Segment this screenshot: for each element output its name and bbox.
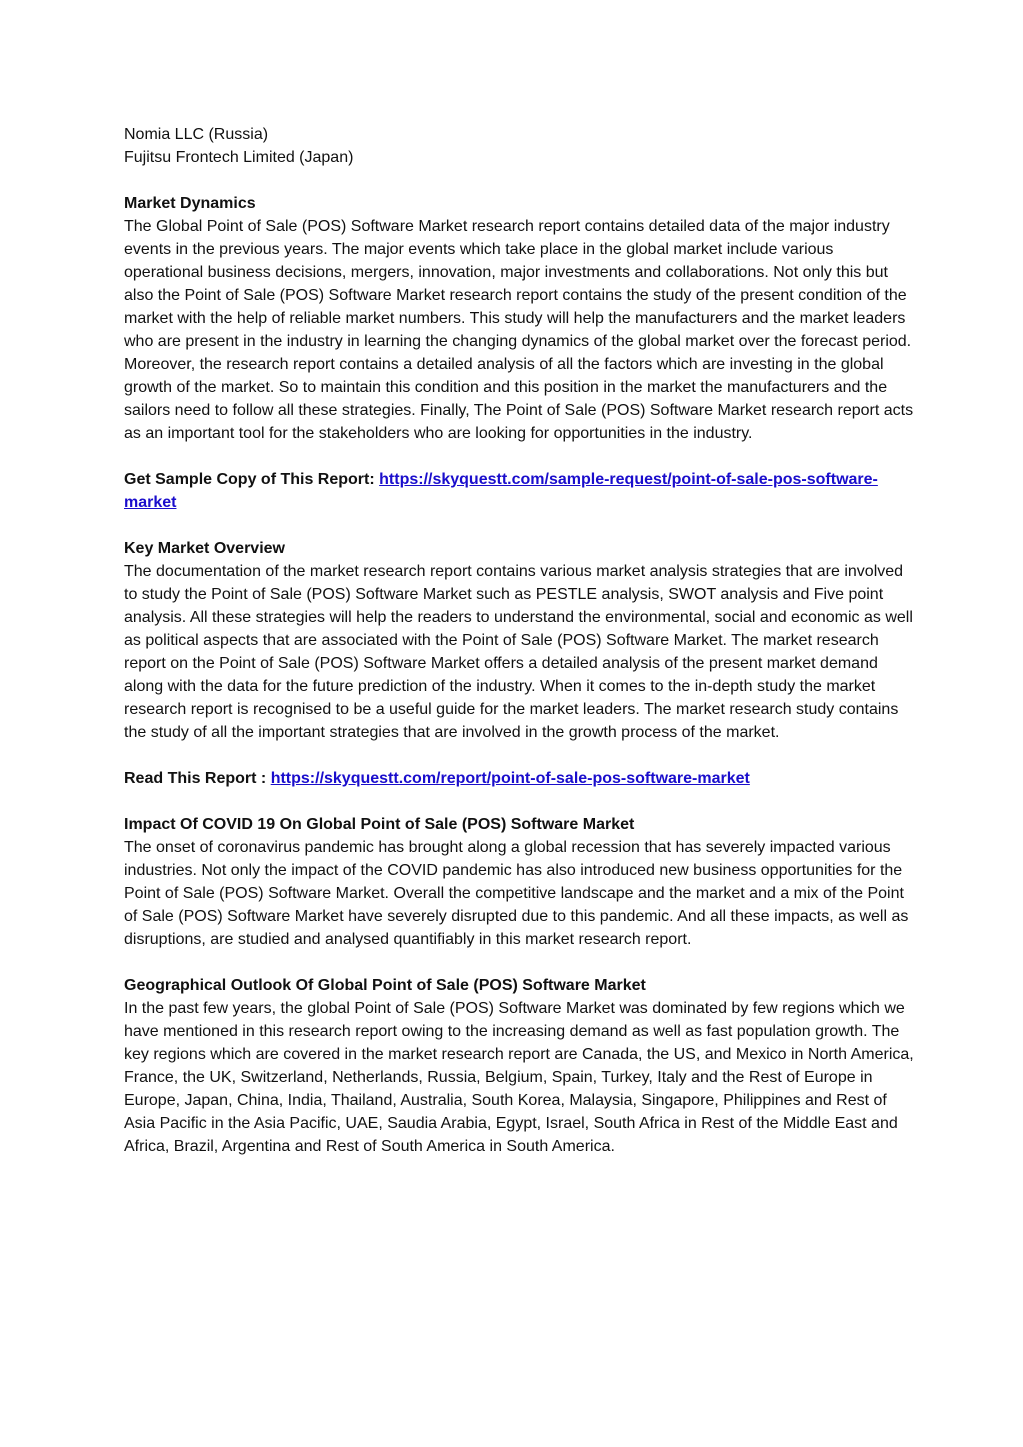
section-covid-impact (124, 813, 914, 951)
section-heading: Key Market Overview (124, 540, 285, 557)
company-list (124, 123, 914, 169)
sample-copy-link[interactable]: https://skyquestt.com/sample-request/point-of-sale-pos-software-market (124, 471, 878, 511)
section-body: The onset of coronavirus pandemic has brought along a global recession that has severely impacted various industries. Not only the impact of the COVID pandemic has also introduced new business opportunities for the Point of Sale (POS) Software Market. Overall the competitive landscape and the market and a mix of the Point of Sale (POS) Software Market have severely disrupted due to this pandemic. And all these impacts, as well as disruptions, are studied and analysed quantifiably in this market research report. (124, 839, 909, 948)
section-body: In the past few years, the global Point of Sale (POS) Software Market was dominated by few regions which we have mentioned in this research report owing to the increasing demand as well as fast population growth. The key regions which are covered in the market research report are Canada, the US, and Mexico in North America, France, the UK, Switzerland, Netherlands, Russia, Belgium, Spain, Turkey, Italy and the Rest of Europe in Europe, Japan, China, India, Thailand, Australia, South Korea, Malaysia, Singapore, Philippines and Rest of Asia Pacific in the Asia Pacific, UAE, Saudia Arabia, Egypt, Israel, South Africa in Rest of the Middle East and Africa, Brazil, Argentina and Rest of South America in South America. (124, 1000, 914, 1155)
section-market-dynamics (124, 192, 914, 445)
section-body: The documentation of the market research report contains various market analysis strategies that are involved to study the Point of Sale (POS) Software Market such as PESTLE analysis, SWOT analysis and Five point analysis. All these strategies will help the readers to understand the environmental, social and economic as well as political aspects that are associated with the Point of Sale (POS) Software Market. The market research report on the Point of Sale (POS) Software Market offers a detailed analysis of the present market demand along with the data for the future prediction of the industry. When it comes to the in-depth study the market research report is recognised to be a useful guide for the market leaders. The market research study contains the study of all the important strategies that are involved in the growth process of the market. (124, 563, 913, 741)
sample-copy-label: Get Sample Copy of This Report: (124, 471, 380, 488)
company-item: Fujitsu Frontech Limited (Japan) (124, 149, 354, 166)
sample-copy-line (124, 468, 914, 514)
company-item: Nomia LLC (Russia) (124, 126, 269, 143)
section-heading: Market Dynamics (124, 195, 256, 212)
section-geographical-outlook (124, 974, 914, 1158)
read-report-line (124, 767, 914, 790)
section-key-market-overview (124, 537, 914, 744)
section-heading: Geographical Outlook Of Global Point of Sale (POS) Software Market (124, 977, 646, 994)
read-report-label: Read This Report : (124, 770, 271, 787)
document-page (124, 123, 914, 1181)
read-report-link[interactable]: https://skyquestt.com/report/point-of-sale-pos-software-market (270, 770, 750, 787)
section-body: The Global Point of Sale (POS) Software Market research report contains detailed data of the major industry events in the previous years. The major events which take place in the global market include various operational business decisions, mergers, innovation, major investments and collaborations. Not only this but also the Point of Sale (POS) Software Market research report contains the study of the present condition of the market with the help of reliable market numbers. This study will help the manufacturers and the market leaders who are present in the industry in learning the changing dynamics of the global market over the forecast period. Moreover, the research report contains a detailed analysis of all the factors which are investing in the global growth of the market. So to maintain this condition and this position in the market the manufacturers and the sailors need to follow all these strategies. Finally, The Point of Sale (POS) Software Market research report acts as an important tool for the stakeholders who are looking for opportunities in the industry. (124, 218, 914, 442)
section-heading: Impact Of COVID 19 On Global Point of Sale (POS) Software Market (124, 816, 635, 833)
